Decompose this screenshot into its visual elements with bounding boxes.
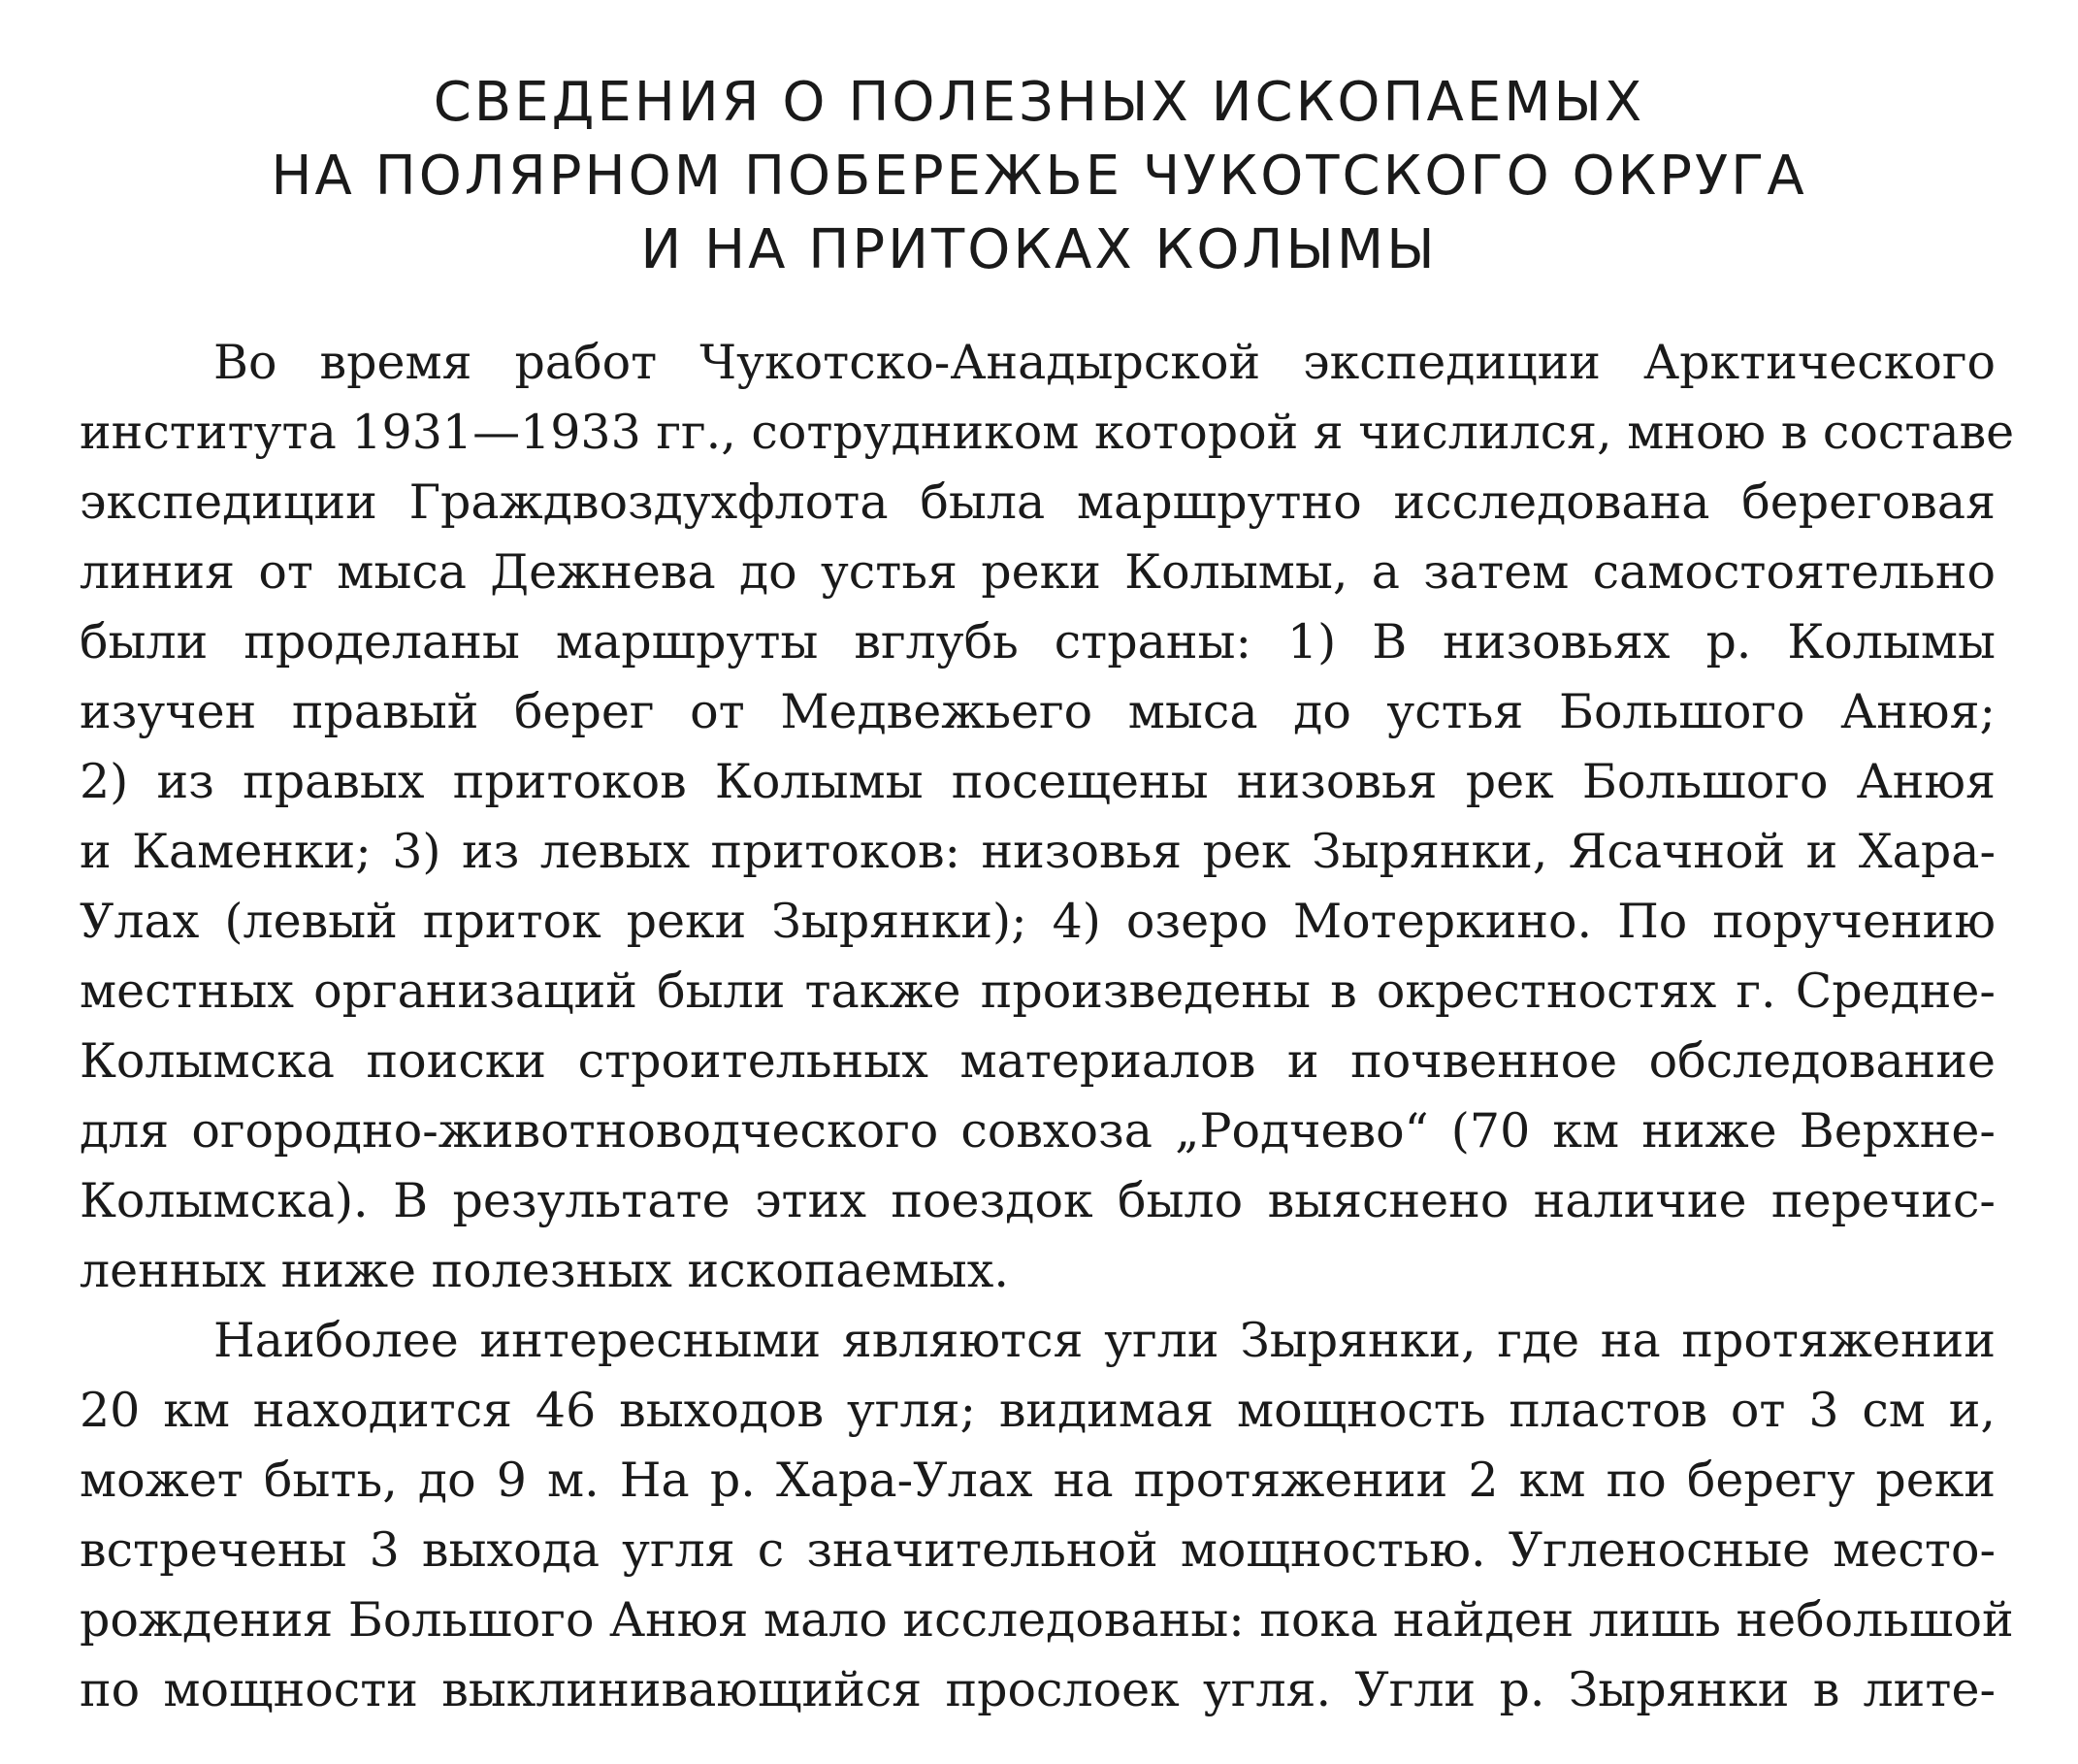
document-body (80, 328, 2015, 1725)
text-line: Колымска поиски строительных материалов и почвенное обследование (80, 1033, 1996, 1089)
document-title (0, 66, 2078, 287)
title-line-2: НА ПОЛЯРНОМ ПОБЕРЕЖЬЕ ЧУКОТСКОГО ОКРУГА (271, 145, 1807, 208)
text-line: и Каменки; 3) из левых притоков: низовья рек Зырянки, Ясачной и Хара- (80, 824, 1996, 879)
text-line: рождения Большого Анюя мало исследованы: пока найден лишь небольшой (80, 1592, 2014, 1648)
text-line: были проделаны маршруты вглубь страны: 1) В низовьях р. Колымы (80, 614, 1996, 670)
title-line-1: СВЕДЕНИЯ О ПОЛЕЗНЫХ ИСКОПАЕМЫХ (433, 71, 1645, 134)
paragraph-2 (80, 1306, 2014, 1725)
text-line: 2) из правых притоков Колымы посещены низовья рек Большого Анюя (80, 754, 1996, 809)
text-line: Колымска). В результате этих поездок было выяснено наличие перечис- (80, 1173, 1996, 1228)
text-line: изучен правый берег от Медвежьего мыса до устья Большого Анюя; (80, 684, 1996, 739)
title-line-3: И НА ПРИТОКАХ КОЛЫМЫ (640, 218, 1438, 281)
text-line: ленных ниже полезных ископаемых. (80, 1243, 1009, 1298)
text-line: Улах (левый приток реки Зырянки); 4) озеро Мотеркино. По поручению (80, 894, 1996, 949)
text-line: Во время работ Чукотско-Анадырской экспедиции Арктического (213, 335, 1996, 390)
paragraph-1 (80, 328, 2015, 1306)
text-line: института 1931—1933 гг., сотрудником которой я числился, мною в составе (80, 405, 2015, 460)
text-line: встречены 3 выхода угля с значительной мощностью. Угленосные место- (80, 1522, 1996, 1578)
text-line: для огородно-животноводческого совхоза „Родчево“ (70 км ниже Верхне- (80, 1103, 1996, 1159)
text-line: по мощности выклинивающийся прослоек угля. Угли р. Зырянки в лите- (80, 1662, 1996, 1717)
text-line: местных организаций были также произведены в окрестностях г. Средне- (80, 964, 1996, 1019)
text-line: линия от мыса Дежнева до устья реки Колымы, а затем самостоятельно (80, 544, 1996, 600)
text-line: экспедиции Граждвоздухфлота была маршрутно исследована береговая (80, 474, 1996, 530)
text-line: Наиболее интересными являются угли Зырянки, где на протяжении (213, 1313, 1996, 1368)
text-line: может быть, до 9 м. На р. Хара-Улах на протяжении 2 км по берегу реки (80, 1453, 1996, 1508)
text-line: 20 км находится 46 выходов угля; видимая мощность пластов от 3 см и, (80, 1383, 1996, 1438)
